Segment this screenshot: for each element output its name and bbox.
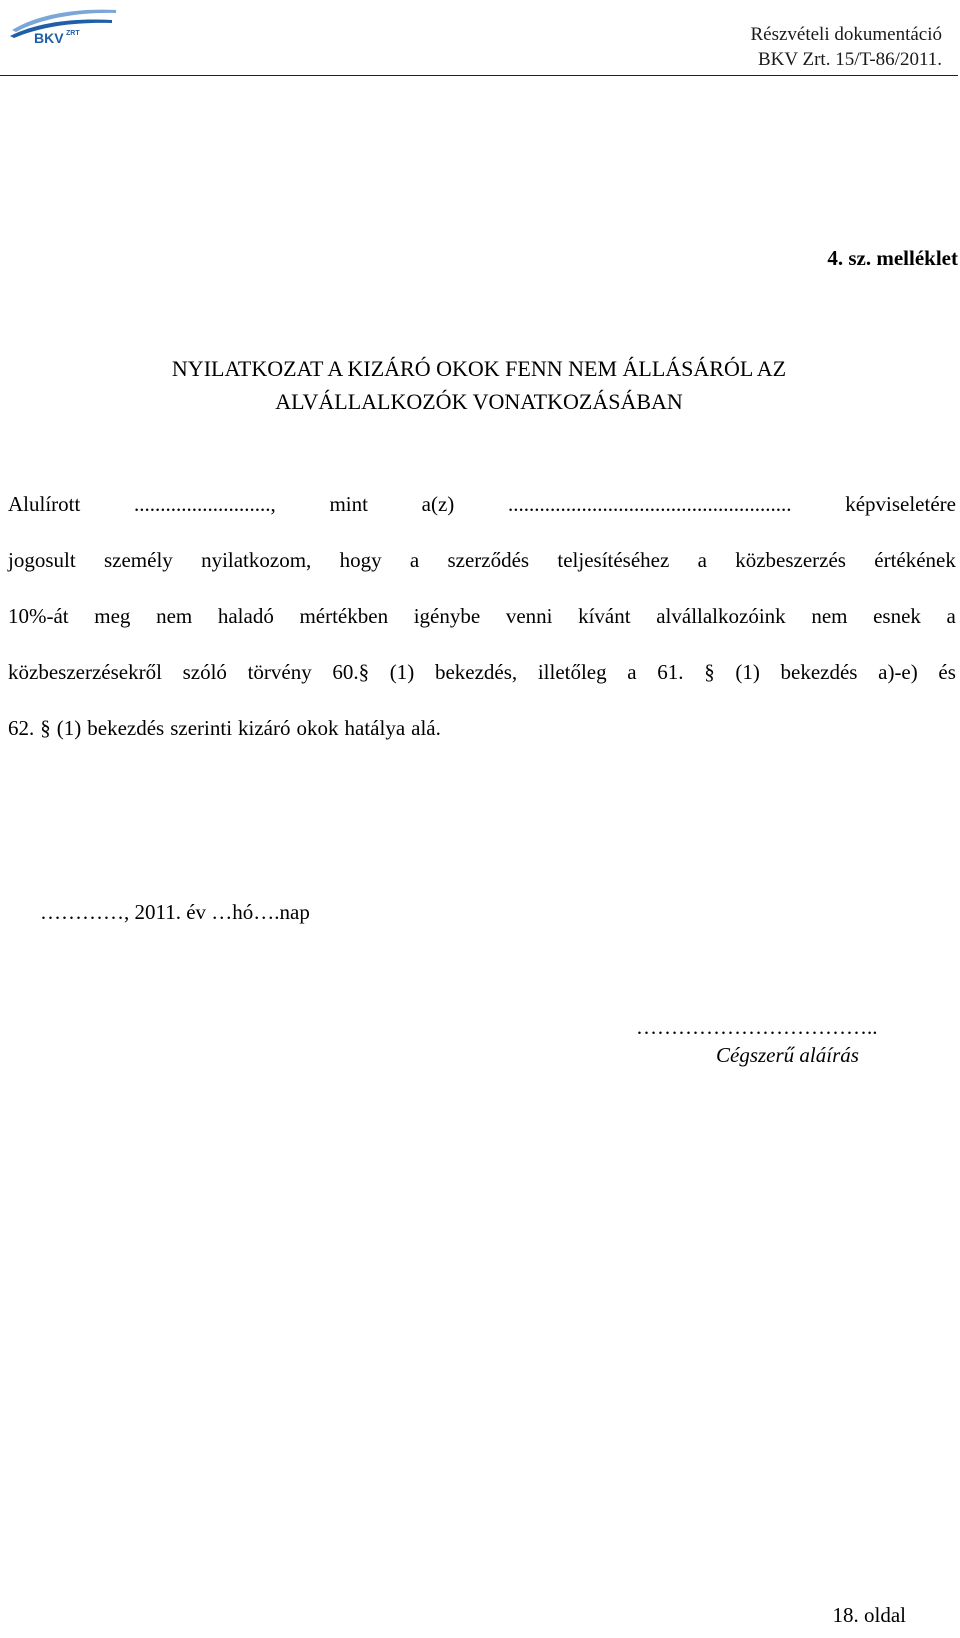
body-word: 10%-át bbox=[8, 604, 69, 628]
body-word: (1) bbox=[56, 716, 82, 740]
body-word: venni bbox=[505, 604, 553, 628]
body-word: nem bbox=[156, 604, 193, 628]
signature-line: …………………………….. bbox=[636, 1015, 878, 1039]
signature-label: Cégszerű aláírás bbox=[716, 1043, 859, 1067]
body-word: (1) bbox=[735, 660, 760, 684]
body-word: közbeszerzés bbox=[735, 548, 846, 572]
body-word: a bbox=[627, 660, 637, 684]
body-line-2 bbox=[8, 545, 956, 575]
title-line-2: ALVÁLLALKOZÓK VONATKOZÁSÁBAN bbox=[275, 389, 683, 414]
body-word: Alulírott bbox=[8, 492, 81, 516]
body-line-1 bbox=[8, 489, 956, 519]
body-word: szóló bbox=[182, 660, 227, 684]
body-word: közbeszerzésekről bbox=[8, 660, 162, 684]
page-number: 18. oldal bbox=[832, 1603, 906, 1627]
body-word: esnek bbox=[873, 604, 921, 628]
body-word: bekezdés bbox=[780, 660, 858, 684]
annex-label: 4. sz. melléklet bbox=[827, 246, 958, 270]
body-word: ...................................................... bbox=[508, 492, 792, 516]
body-word: személy bbox=[103, 548, 173, 572]
body-line-4 bbox=[8, 657, 956, 687]
body-word: bekezdés, bbox=[434, 660, 518, 684]
logo-text: BKV bbox=[34, 30, 64, 46]
body-word: mértékben bbox=[299, 604, 389, 628]
body-word: mint bbox=[329, 492, 368, 516]
body-word: szerződés bbox=[447, 548, 530, 572]
logo-superscript: ZRT bbox=[66, 30, 80, 37]
body-word: hatálya bbox=[344, 716, 406, 740]
body-word: igénybe bbox=[413, 604, 481, 628]
body-word: értékének bbox=[874, 548, 956, 572]
body-word: illetőleg bbox=[537, 660, 607, 684]
body-word: és bbox=[938, 660, 956, 684]
body-word: alvállalkozóink bbox=[656, 604, 786, 628]
body-word: a bbox=[409, 548, 420, 572]
body-word: bekezdés bbox=[87, 716, 165, 740]
date-line: …………, 2011. év …hó….nap bbox=[40, 900, 310, 924]
body-word: teljesítéséhez bbox=[557, 548, 670, 572]
body-word: hogy bbox=[339, 548, 382, 572]
body-word: .........................., bbox=[134, 492, 276, 516]
declaration-title bbox=[0, 352, 958, 418]
body-word: okok bbox=[296, 716, 339, 740]
doc-title: Részvételi dokumentáció bbox=[750, 24, 942, 45]
body-word: § bbox=[40, 716, 51, 740]
body-word: kívánt bbox=[578, 604, 631, 628]
body-word: törvény bbox=[247, 660, 312, 684]
body-word: 62. bbox=[8, 716, 35, 740]
body-word: szerinti bbox=[170, 716, 233, 740]
body-word: jogosult bbox=[8, 548, 76, 572]
header-info bbox=[750, 22, 942, 72]
body-word: kizáró bbox=[238, 716, 291, 740]
body-line-5 bbox=[8, 713, 956, 743]
body-word: alá. bbox=[411, 716, 441, 740]
body-word: a bbox=[697, 548, 707, 572]
title-line-1: NYILATKOZAT A KIZÁRÓ OKOK FENN NEM ÁLLÁSÁRÓL AZ bbox=[171, 356, 787, 381]
body-word: a)-e) bbox=[878, 660, 918, 684]
body-word: a(z) bbox=[421, 492, 455, 516]
body-word: nyilatkozom, bbox=[201, 548, 312, 572]
header-divider bbox=[0, 75, 958, 76]
body-word: nem bbox=[811, 604, 848, 628]
body-word: képviseletére bbox=[845, 492, 956, 516]
body-word: 61. bbox=[657, 660, 684, 684]
body-word: 60.§ bbox=[332, 660, 370, 684]
body-word: § bbox=[704, 660, 715, 684]
body-word: a bbox=[946, 604, 956, 628]
doc-ref: BKV Zrt. 15/T-86/2011. bbox=[757, 49, 942, 70]
body-line-3 bbox=[8, 601, 956, 631]
body-word: meg bbox=[94, 604, 131, 628]
bkv-logo bbox=[8, 6, 120, 46]
body-word: haladó bbox=[217, 604, 274, 628]
body-word: (1) bbox=[389, 660, 415, 684]
